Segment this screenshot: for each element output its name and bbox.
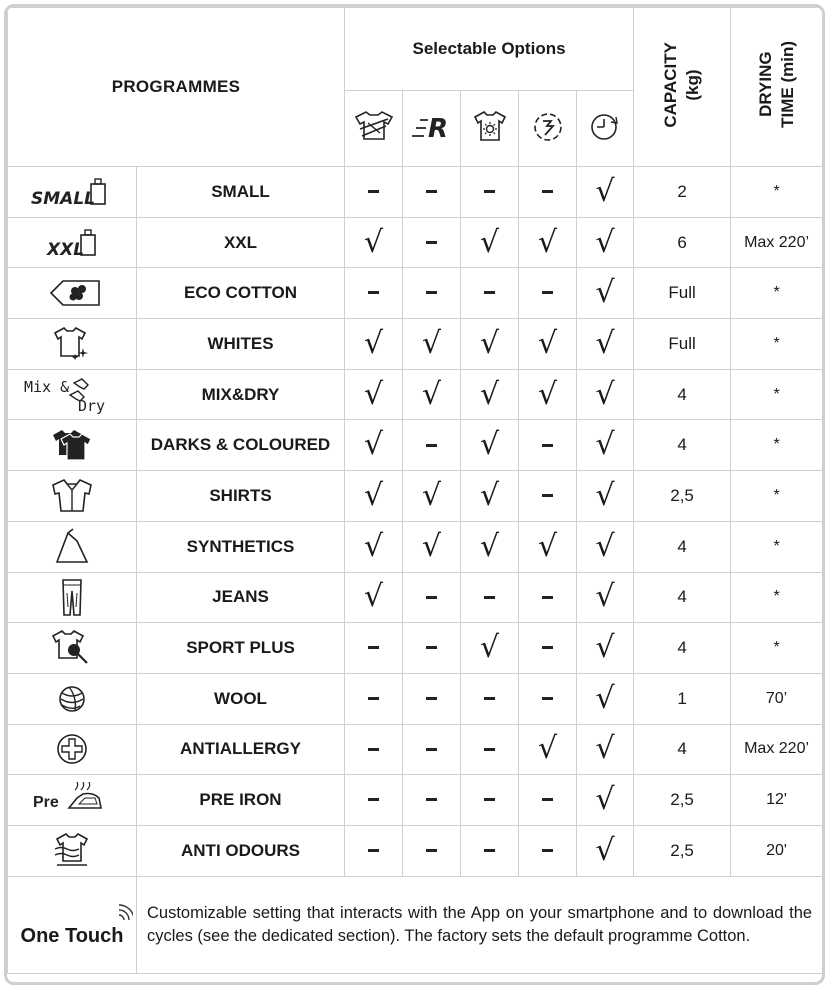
dash-mark bbox=[542, 697, 553, 700]
dash-mark bbox=[484, 748, 495, 751]
option-cell-3 bbox=[461, 167, 519, 218]
programme-name: PRE IRON bbox=[137, 775, 345, 826]
antiallergy-icon bbox=[47, 729, 97, 769]
option-cell-5 bbox=[577, 521, 634, 572]
check-mark: √ bbox=[479, 427, 500, 463]
table-row bbox=[8, 825, 823, 876]
dash-mark bbox=[368, 697, 379, 700]
option-cell-2 bbox=[403, 420, 461, 471]
programme-name: SHIRTS bbox=[137, 471, 345, 522]
dash-mark bbox=[368, 190, 379, 193]
capacity-value: 2,5 bbox=[634, 825, 731, 876]
dash-mark bbox=[426, 748, 437, 751]
drying-time-value: * bbox=[731, 572, 823, 623]
check-mark: √ bbox=[537, 528, 558, 564]
check-mark: √ bbox=[595, 832, 615, 868]
programme-table bbox=[7, 7, 823, 974]
svg-text:XXL: XXL bbox=[47, 239, 85, 260]
capacity-value: 2,5 bbox=[634, 471, 731, 522]
programme-icon-cell bbox=[8, 521, 137, 572]
programme-icon-cell bbox=[8, 673, 137, 724]
option-cell-1 bbox=[345, 825, 403, 876]
option-cell-3 bbox=[461, 217, 519, 268]
option-cell-3 bbox=[461, 724, 519, 775]
option-cell-2 bbox=[403, 775, 461, 826]
sport-shirt-racket-icon bbox=[47, 628, 97, 668]
quick-r-icon bbox=[408, 109, 456, 143]
dash-mark bbox=[484, 291, 495, 294]
option-cell-5 bbox=[577, 268, 634, 319]
option-cell-3 bbox=[461, 572, 519, 623]
dash-mark bbox=[542, 798, 553, 801]
dash-mark bbox=[542, 646, 553, 649]
option-cell-5 bbox=[577, 775, 634, 826]
option-cell-5 bbox=[577, 673, 634, 724]
dash-mark bbox=[426, 849, 437, 852]
check-mark: √ bbox=[479, 630, 500, 666]
option-cell-1 bbox=[345, 217, 403, 268]
check-mark: √ bbox=[479, 325, 500, 361]
programme-icon-cell bbox=[8, 724, 137, 775]
option-cell-3 bbox=[461, 319, 519, 370]
darks-coloured-shirts-icon bbox=[47, 425, 97, 465]
drying-time-value: 20' bbox=[731, 825, 823, 876]
dash-mark bbox=[368, 748, 379, 751]
option-cell-2 bbox=[403, 673, 461, 724]
dash-mark bbox=[368, 849, 379, 852]
shirt-icon bbox=[47, 476, 97, 516]
programme-name: SMALL bbox=[137, 167, 345, 218]
check-mark: √ bbox=[479, 224, 500, 260]
programme-icon-cell bbox=[8, 217, 137, 268]
programme-name: DARKS & COLOURED bbox=[137, 420, 345, 471]
programme-icon-cell bbox=[8, 775, 137, 826]
option-cell-1 bbox=[345, 724, 403, 775]
eco-cotton-tag-icon bbox=[37, 275, 107, 311]
check-mark: √ bbox=[595, 427, 615, 463]
svg-text:R: R bbox=[427, 114, 448, 143]
dash-mark bbox=[484, 190, 495, 193]
option-cell-1 bbox=[345, 623, 403, 674]
option-cell-5 bbox=[577, 319, 634, 370]
option-cell-3 bbox=[461, 825, 519, 876]
drying-time-value: 70’ bbox=[731, 673, 823, 724]
option-cell-2 bbox=[403, 319, 461, 370]
option-cell-1 bbox=[345, 369, 403, 420]
one-touch-label: One Touch bbox=[20, 924, 124, 947]
programme-name: ANTI ODOURS bbox=[137, 825, 345, 876]
option-cell-4 bbox=[519, 217, 577, 268]
dash-mark bbox=[426, 798, 437, 801]
dash-mark bbox=[484, 849, 495, 852]
programme-name: JEANS bbox=[137, 572, 345, 623]
table-row bbox=[8, 420, 823, 471]
check-mark: √ bbox=[421, 528, 442, 564]
option-cell-2 bbox=[403, 471, 461, 522]
check-mark: √ bbox=[595, 782, 615, 818]
table-row bbox=[8, 673, 823, 724]
check-mark: √ bbox=[363, 376, 384, 412]
capacity-value: Full bbox=[634, 268, 731, 319]
check-mark: √ bbox=[595, 731, 615, 767]
option-cell-2 bbox=[403, 724, 461, 775]
check-mark: √ bbox=[595, 579, 615, 615]
check-mark: √ bbox=[595, 477, 615, 513]
programme-icon-cell bbox=[8, 369, 137, 420]
jeans-icon bbox=[47, 577, 97, 617]
check-mark: √ bbox=[595, 173, 615, 209]
one-touch-description: Customizable setting that interacts with the App on your smartphone and to download the cycles (see the dedicated section). The factory sets the default programme Cotton. bbox=[137, 876, 823, 973]
table-row bbox=[8, 775, 823, 826]
no-crease-shirt-icon bbox=[350, 109, 398, 143]
dash-mark bbox=[426, 444, 437, 447]
option-cell-2 bbox=[403, 623, 461, 674]
option-cell-5 bbox=[577, 623, 634, 674]
anti-wrinkle-steam-icon bbox=[528, 109, 568, 143]
option-cell-3 bbox=[461, 471, 519, 522]
option-cell-2 bbox=[403, 521, 461, 572]
option-cell-1 bbox=[345, 572, 403, 623]
check-mark: √ bbox=[595, 630, 615, 666]
sun-shirt-icon bbox=[470, 109, 510, 143]
dash-mark bbox=[484, 596, 495, 599]
check-mark: √ bbox=[479, 376, 500, 412]
delay-timer-icon bbox=[585, 109, 625, 143]
table-row bbox=[8, 369, 823, 420]
wool-ball-icon bbox=[47, 679, 97, 719]
option-cell-2 bbox=[403, 572, 461, 623]
option-cell-3 bbox=[461, 623, 519, 674]
option-cell-1 bbox=[345, 268, 403, 319]
check-mark: √ bbox=[363, 477, 384, 513]
programme-icon-cell bbox=[8, 623, 137, 674]
dash-mark bbox=[426, 241, 437, 244]
dash-mark bbox=[484, 798, 495, 801]
table-row bbox=[8, 217, 823, 268]
capacity-header: CAPACITY (kg) bbox=[634, 8, 731, 167]
drying-time-value: * bbox=[731, 268, 823, 319]
programme-icon-cell bbox=[8, 572, 137, 623]
option-cell-1 bbox=[345, 521, 403, 572]
option-header-delay bbox=[577, 91, 634, 167]
capacity-value: 4 bbox=[634, 521, 731, 572]
option-cell-4 bbox=[519, 724, 577, 775]
option-cell-5 bbox=[577, 167, 634, 218]
capacity-value: 2 bbox=[634, 167, 731, 218]
check-mark: √ bbox=[595, 528, 615, 564]
dash-mark bbox=[426, 697, 437, 700]
check-mark: √ bbox=[421, 376, 442, 412]
option-header-steam bbox=[519, 91, 577, 167]
programme-name: SPORT PLUS bbox=[137, 623, 345, 674]
table-row bbox=[8, 623, 823, 674]
programmes-header: PROGRAMMES bbox=[8, 8, 345, 167]
programme-name: XXL bbox=[137, 217, 345, 268]
table-row bbox=[8, 167, 823, 218]
dash-mark bbox=[368, 798, 379, 801]
table-row bbox=[8, 521, 823, 572]
check-mark: √ bbox=[595, 275, 615, 311]
check-mark: √ bbox=[595, 325, 615, 361]
pre-iron-icon bbox=[27, 782, 117, 818]
drying-time-value: * bbox=[731, 319, 823, 370]
dash-mark bbox=[426, 596, 437, 599]
check-mark: √ bbox=[363, 579, 384, 615]
dash-mark bbox=[368, 646, 379, 649]
option-cell-5 bbox=[577, 471, 634, 522]
dash-mark bbox=[542, 849, 553, 852]
svg-text:Mix &: Mix & bbox=[24, 377, 70, 396]
xxl-weight-icon bbox=[27, 226, 117, 260]
option-cell-2 bbox=[403, 167, 461, 218]
option-cell-3 bbox=[461, 268, 519, 319]
option-cell-1 bbox=[345, 420, 403, 471]
option-cell-4 bbox=[519, 775, 577, 826]
drying-time-value: * bbox=[731, 521, 823, 572]
option-cell-4 bbox=[519, 319, 577, 370]
capacity-value: 4 bbox=[634, 369, 731, 420]
dash-mark bbox=[542, 444, 553, 447]
svg-text:Pre: Pre bbox=[33, 794, 59, 812]
option-cell-3 bbox=[461, 420, 519, 471]
check-mark: √ bbox=[479, 477, 500, 513]
whites-shirt-sparkle-icon bbox=[47, 324, 97, 364]
synthetics-triangle-icon bbox=[47, 527, 97, 567]
option-cell-3 bbox=[461, 775, 519, 826]
programme-icon-cell bbox=[8, 825, 137, 876]
option-header-quick bbox=[403, 91, 461, 167]
check-mark: √ bbox=[363, 325, 384, 361]
option-cell-4 bbox=[519, 471, 577, 522]
option-cell-1 bbox=[345, 471, 403, 522]
capacity-value: 4 bbox=[634, 572, 731, 623]
table-row bbox=[8, 572, 823, 623]
drying-time-value: * bbox=[731, 369, 823, 420]
capacity-value: 4 bbox=[634, 623, 731, 674]
programme-name: WHITES bbox=[137, 319, 345, 370]
drying-time-value: * bbox=[731, 420, 823, 471]
option-cell-3 bbox=[461, 521, 519, 572]
option-cell-4 bbox=[519, 420, 577, 471]
option-header-no-crease bbox=[345, 91, 403, 167]
drying-time-value: Max 220’ bbox=[731, 724, 823, 775]
dash-mark bbox=[542, 596, 553, 599]
dash-mark bbox=[426, 190, 437, 193]
drying-time-header: DRYING TIME (min) bbox=[731, 8, 823, 167]
capacity-value: Full bbox=[634, 319, 731, 370]
check-mark: √ bbox=[537, 224, 558, 260]
option-header-sun-shirt bbox=[461, 91, 519, 167]
programme-icon-cell bbox=[8, 268, 137, 319]
option-cell-4 bbox=[519, 268, 577, 319]
mix-and-dry-icon bbox=[22, 375, 122, 415]
option-cell-4 bbox=[519, 623, 577, 674]
programme-icon-cell bbox=[8, 420, 137, 471]
check-mark: √ bbox=[537, 376, 558, 412]
capacity-value: 2,5 bbox=[634, 775, 731, 826]
drying-time-value: Max 220’ bbox=[731, 217, 823, 268]
dash-mark bbox=[542, 291, 553, 294]
check-mark: √ bbox=[595, 376, 615, 412]
programme-table-frame bbox=[4, 4, 825, 985]
table-row bbox=[8, 471, 823, 522]
option-cell-1 bbox=[345, 167, 403, 218]
option-cell-4 bbox=[519, 673, 577, 724]
capacity-value: 4 bbox=[634, 724, 731, 775]
option-cell-4 bbox=[519, 825, 577, 876]
option-cell-4 bbox=[519, 572, 577, 623]
programme-icon-cell bbox=[8, 167, 137, 218]
programme-icon-cell bbox=[8, 319, 137, 370]
option-cell-3 bbox=[461, 673, 519, 724]
capacity-value: 6 bbox=[634, 217, 731, 268]
check-mark: √ bbox=[595, 680, 615, 716]
check-mark: √ bbox=[479, 528, 500, 564]
dash-mark bbox=[484, 697, 495, 700]
capacity-value: 4 bbox=[634, 420, 731, 471]
option-cell-2 bbox=[403, 369, 461, 420]
svg-text:Dry: Dry bbox=[78, 396, 106, 415]
anti-odours-shirt-icon bbox=[47, 831, 97, 871]
programme-name: ANTIALLERGY bbox=[137, 724, 345, 775]
option-cell-3 bbox=[461, 369, 519, 420]
option-cell-1 bbox=[345, 319, 403, 370]
one-touch-cell bbox=[8, 876, 137, 973]
option-cell-5 bbox=[577, 369, 634, 420]
option-cell-2 bbox=[403, 268, 461, 319]
dash-mark bbox=[542, 190, 553, 193]
option-cell-5 bbox=[577, 825, 634, 876]
check-mark: √ bbox=[595, 224, 615, 260]
programme-name: WOOL bbox=[137, 673, 345, 724]
option-cell-5 bbox=[577, 217, 634, 268]
table-row bbox=[8, 724, 823, 775]
check-mark: √ bbox=[537, 731, 558, 767]
small-weight-icon bbox=[27, 175, 117, 209]
drying-time-value: * bbox=[731, 167, 823, 218]
programme-name: MIX&DRY bbox=[137, 369, 345, 420]
check-mark: √ bbox=[421, 477, 442, 513]
programme-icon-cell bbox=[8, 471, 137, 522]
check-mark: √ bbox=[363, 224, 384, 260]
drying-time-value: 12' bbox=[731, 775, 823, 826]
option-cell-1 bbox=[345, 673, 403, 724]
check-mark: √ bbox=[421, 325, 442, 361]
option-cell-1 bbox=[345, 775, 403, 826]
svg-text:SMALL: SMALL bbox=[31, 188, 95, 209]
check-mark: √ bbox=[363, 427, 384, 463]
check-mark: √ bbox=[537, 325, 558, 361]
option-cell-4 bbox=[519, 369, 577, 420]
option-cell-5 bbox=[577, 724, 634, 775]
programme-name: ECO COTTON bbox=[137, 268, 345, 319]
check-mark: √ bbox=[363, 528, 384, 564]
programme-name: SYNTHETICS bbox=[137, 521, 345, 572]
dash-mark bbox=[542, 494, 553, 497]
table-row bbox=[8, 268, 823, 319]
drying-time-value: * bbox=[731, 471, 823, 522]
table-row bbox=[8, 319, 823, 370]
option-cell-4 bbox=[519, 167, 577, 218]
dash-mark bbox=[426, 291, 437, 294]
capacity-value: 1 bbox=[634, 673, 731, 724]
option-cell-5 bbox=[577, 572, 634, 623]
dash-mark bbox=[368, 291, 379, 294]
dash-mark bbox=[426, 646, 437, 649]
selectable-options-header: Selectable Options bbox=[345, 8, 634, 91]
option-cell-2 bbox=[403, 825, 461, 876]
option-cell-5 bbox=[577, 420, 634, 471]
option-cell-4 bbox=[519, 521, 577, 572]
drying-time-value: * bbox=[731, 623, 823, 674]
option-cell-2 bbox=[403, 217, 461, 268]
